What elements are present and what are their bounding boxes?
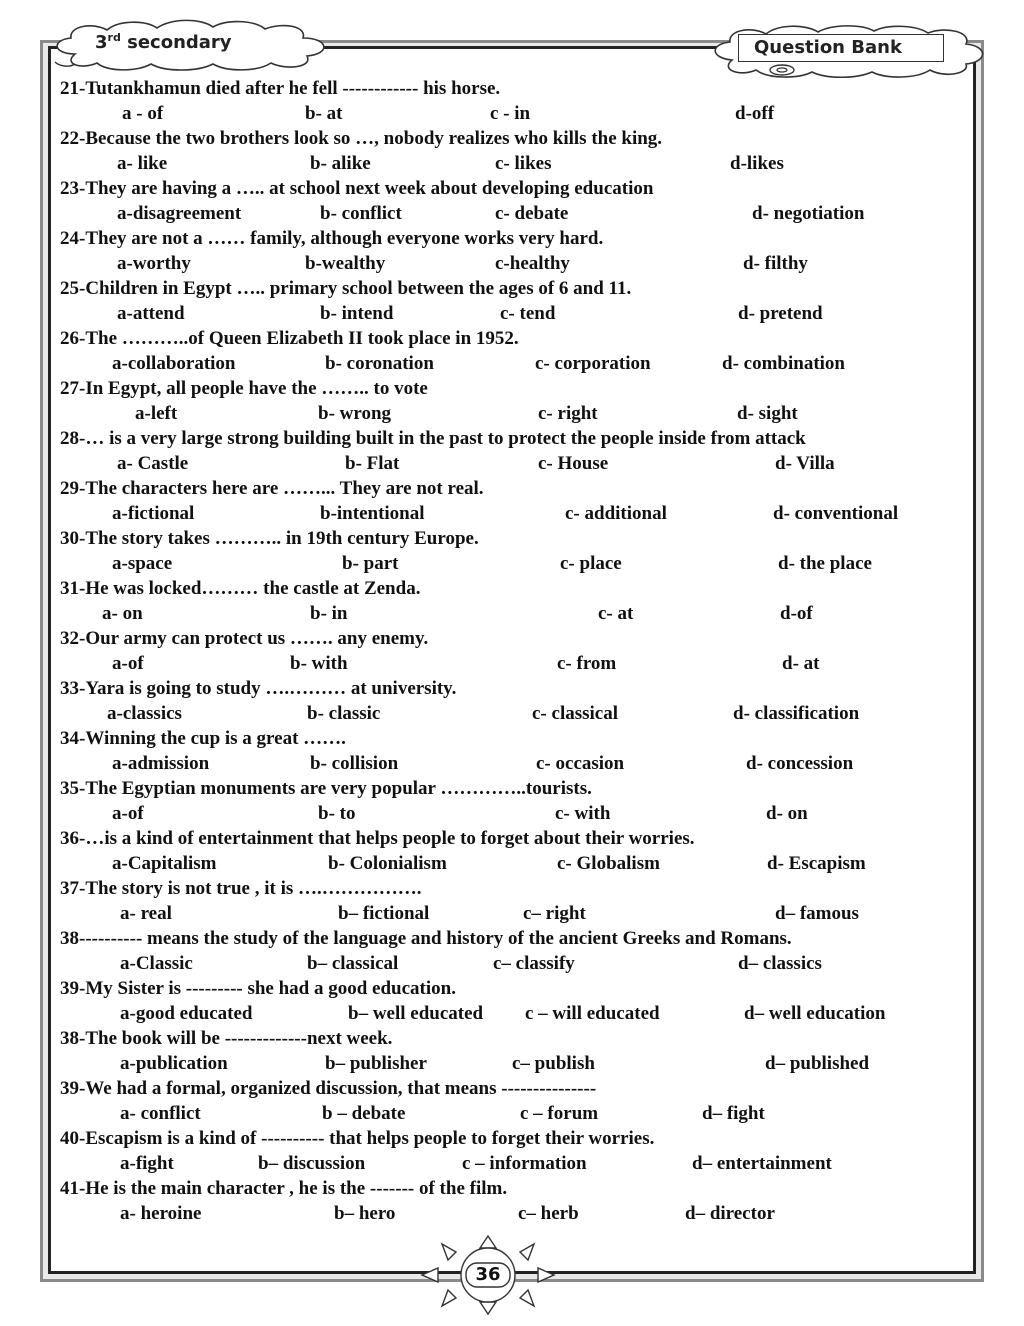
answer-option: a-Classic <box>120 953 193 974</box>
answer-option: c- debate <box>495 203 569 224</box>
answer-option: b– classical <box>307 953 399 974</box>
question-stem: 21-Tutankhamun died after he fell ------------ his horse. <box>60 78 501 99</box>
answer-options <box>60 702 960 726</box>
answer-option: c- House <box>538 453 609 474</box>
answer-option: d– classics <box>738 953 822 974</box>
answer-options <box>60 602 960 626</box>
question-item <box>60 1077 960 1127</box>
answer-option: a- like <box>117 153 168 174</box>
answer-options <box>60 1052 960 1076</box>
answer-option: a- heroine <box>120 1203 202 1224</box>
answer-option: a-Capitalism <box>112 853 217 874</box>
answer-option: a- on <box>102 603 143 624</box>
answer-options <box>60 152 960 176</box>
answer-option: b- wrong <box>318 403 392 424</box>
answer-option: c- corporation <box>535 353 651 374</box>
question-stem: 38-The book will be -------------next week. <box>60 1028 393 1049</box>
question-stem: 23-They are having a ….. at school next week about developing education <box>60 178 654 199</box>
question-bank-label: Question Bank <box>754 37 902 58</box>
question-item <box>60 377 960 427</box>
question-item <box>60 927 960 977</box>
question-stem: 27-In Egypt, all people have the …….. to vote <box>60 378 428 399</box>
answer-options <box>60 652 960 676</box>
answer-option: d- pretend <box>738 303 823 324</box>
question-stem: 30-The story takes ……….. in 19th century Europe. <box>60 528 479 549</box>
answer-options <box>60 202 960 226</box>
answer-option: b- Flat <box>345 453 400 474</box>
answer-option: c– publish <box>512 1053 595 1074</box>
question-item <box>60 227 960 277</box>
answer-option: a-disagreement <box>117 203 242 224</box>
answer-option: b-intentional <box>320 503 425 524</box>
answer-option: d– famous <box>775 903 859 924</box>
answer-option: c- with <box>555 803 611 824</box>
question-item <box>60 177 960 227</box>
answer-option: b – debate <box>322 1103 406 1124</box>
answer-option: d- at <box>782 653 820 674</box>
answer-options <box>60 1002 960 1026</box>
page-number-sun <box>420 1234 556 1316</box>
answer-option: d-off <box>735 103 775 124</box>
answer-option: c- place <box>560 553 622 574</box>
answer-option: a-fictional <box>112 503 195 524</box>
answer-option: b- intend <box>320 303 394 324</box>
question-item <box>60 477 960 527</box>
question-stem: 35-The Egyptian monuments are very popular …………..tourists. <box>60 778 592 799</box>
answer-option: b- classic <box>307 703 381 724</box>
answer-options <box>60 502 960 526</box>
question-stem: 34-Winning the cup is a great ……. <box>60 728 346 749</box>
answer-option: c- at <box>598 603 634 624</box>
answer-option: b- coronation <box>325 353 434 374</box>
answer-option: d– entertainment <box>692 1153 832 1174</box>
answer-options <box>60 902 960 926</box>
answer-option: b– well educated <box>348 1003 484 1024</box>
question-item <box>60 1027 960 1077</box>
answer-option: d- the place <box>778 553 872 574</box>
answer-option: a-good educated <box>120 1003 253 1024</box>
answer-option: a-admission <box>112 753 210 774</box>
question-item <box>60 677 960 727</box>
answer-option: c- tend <box>500 303 556 324</box>
answer-options <box>60 402 960 426</box>
answer-option: c– right <box>523 903 586 924</box>
question-item <box>60 277 960 327</box>
answer-options <box>60 852 960 876</box>
answer-option: a-left <box>135 403 178 424</box>
answer-option: c – information <box>462 1153 587 1174</box>
answer-option: b- collision <box>310 753 399 774</box>
answer-option: a- Castle <box>117 453 189 474</box>
question-item <box>60 127 960 177</box>
question-item <box>60 427 960 477</box>
question-item <box>60 877 960 927</box>
question-list <box>60 77 960 1227</box>
answer-option: c- occasion <box>536 753 625 774</box>
question-stem: 22-Because the two brothers look so …, nobody realizes who kills the king. <box>60 128 663 149</box>
question-item <box>60 977 960 1027</box>
answer-option: a - of <box>122 103 164 124</box>
question-bank-cloud <box>706 24 988 80</box>
answer-options <box>60 452 960 476</box>
question-item <box>60 727 960 777</box>
answer-options <box>60 752 960 776</box>
answer-option: d- on <box>766 803 808 824</box>
question-item <box>60 527 960 577</box>
answer-option: c - in <box>490 103 531 124</box>
answer-option: a- conflict <box>120 1103 201 1124</box>
answer-option: d-likes <box>730 153 784 174</box>
answer-option: a-classics <box>107 703 182 724</box>
answer-option: d– fight <box>702 1103 765 1124</box>
answer-options <box>60 302 960 326</box>
answer-option: d-of <box>780 603 813 624</box>
answer-option: c- additional <box>565 503 667 524</box>
answer-options <box>60 102 960 126</box>
answer-options <box>60 352 960 376</box>
answer-option: b– hero <box>334 1203 396 1224</box>
answer-option: a-fight <box>120 1153 174 1174</box>
answer-option: b- to <box>318 803 356 824</box>
answer-option: c- classical <box>532 703 619 724</box>
question-stem: 33-Yara is going to study ….……… at university. <box>60 678 457 699</box>
answer-option: b- alike <box>310 153 371 174</box>
question-stem: 25-Children in Egypt ….. primary school between the ages of 6 and 11. <box>60 278 632 299</box>
answer-option: d– director <box>685 1203 775 1224</box>
answer-options <box>60 1202 960 1226</box>
question-item <box>60 627 960 677</box>
answer-option: b- at <box>305 103 343 124</box>
question-item <box>60 827 960 877</box>
answer-option: a-publication <box>120 1053 228 1074</box>
grade-label: 3rd secondary <box>95 31 232 53</box>
question-stem: 41-He is the main character , he is the ------- of the film. <box>60 1178 508 1199</box>
answer-option: b- part <box>342 553 399 574</box>
answer-options <box>60 1102 960 1126</box>
answer-option: d- Villa <box>775 453 835 474</box>
question-stem: 32-Our army can protect us ……. any enemy. <box>60 628 429 649</box>
question-item <box>60 577 960 627</box>
answer-option: c– classify <box>493 953 575 974</box>
answer-option: d- Escapism <box>767 853 866 874</box>
answer-option: d- classification <box>733 703 860 724</box>
answer-option: a-of <box>112 653 144 674</box>
answer-option: a-space <box>112 553 173 574</box>
question-stem: 28-… is a very large strong building built in the past to protect the people inside from attack <box>60 428 806 449</box>
answer-option: c– herb <box>518 1203 579 1224</box>
question-stem: 38---------- means the study of the language and history of the ancient Greeks and Romans. <box>60 928 792 949</box>
answer-option: a-worthy <box>117 253 191 274</box>
answer-option: c- right <box>538 403 598 424</box>
question-item <box>60 327 960 377</box>
answer-options <box>60 1152 960 1176</box>
answer-options <box>60 952 960 976</box>
question-stem: 36-…is a kind of entertainment that helps people to forget about their worries. <box>60 828 695 849</box>
answer-option: d- combination <box>722 353 845 374</box>
answer-option: a-attend <box>117 303 185 324</box>
grade-cloud <box>45 18 335 72</box>
answer-options <box>60 802 960 826</box>
question-stem: 29-The characters here are ……... They are not real. <box>60 478 484 499</box>
answer-option: c – forum <box>520 1103 599 1124</box>
answer-option: b- conflict <box>320 203 402 224</box>
question-item <box>60 77 960 127</box>
answer-options <box>60 252 960 276</box>
question-stem: 24-They are not a …… family, although everyone works very hard. <box>60 228 604 249</box>
answer-option: a- real <box>120 903 172 924</box>
answer-option: b– fictional <box>338 903 430 924</box>
question-item <box>60 777 960 827</box>
answer-option: b-wealthy <box>305 253 386 274</box>
answer-option: d- conventional <box>773 503 899 524</box>
answer-option: d- sight <box>737 403 798 424</box>
answer-options <box>60 552 960 576</box>
question-stem: 31-He was locked……… the castle at Zenda. <box>60 578 421 599</box>
question-stem: 39-My Sister is --------- she had a good education. <box>60 978 456 999</box>
page-number: 36 <box>475 1264 501 1285</box>
question-stem: 26-The ………..of Queen Elizabeth II took place in 1952. <box>60 328 519 349</box>
answer-option: a-of <box>112 803 144 824</box>
answer-option: d– well education <box>744 1003 886 1024</box>
question-stem: 40-Escapism is a kind of ---------- that helps people to forget their worries. <box>60 1128 655 1149</box>
answer-option: d- concession <box>746 753 854 774</box>
answer-option: c-healthy <box>495 253 570 274</box>
answer-option: d– published <box>765 1053 870 1074</box>
question-stem: 37-The story is not true , it is ….……………. <box>60 878 422 899</box>
answer-option: c- Globalism <box>557 853 660 874</box>
answer-option: b– publisher <box>325 1053 427 1074</box>
question-item <box>60 1177 960 1227</box>
answer-option: d- filthy <box>743 253 808 274</box>
answer-option: b- Colonialism <box>328 853 447 874</box>
answer-option: c- from <box>557 653 617 674</box>
answer-option: b– discussion <box>258 1153 366 1174</box>
answer-option: b- in <box>310 603 348 624</box>
answer-option: d- negotiation <box>752 203 865 224</box>
answer-option: c – will educated <box>525 1003 660 1024</box>
answer-option: a-collaboration <box>112 353 236 374</box>
question-stem: 39-We had a formal, organized discussion, that means --------------- <box>60 1078 597 1099</box>
question-item <box>60 1127 960 1177</box>
answer-option: b- with <box>290 653 348 674</box>
answer-option: c- likes <box>495 153 552 174</box>
